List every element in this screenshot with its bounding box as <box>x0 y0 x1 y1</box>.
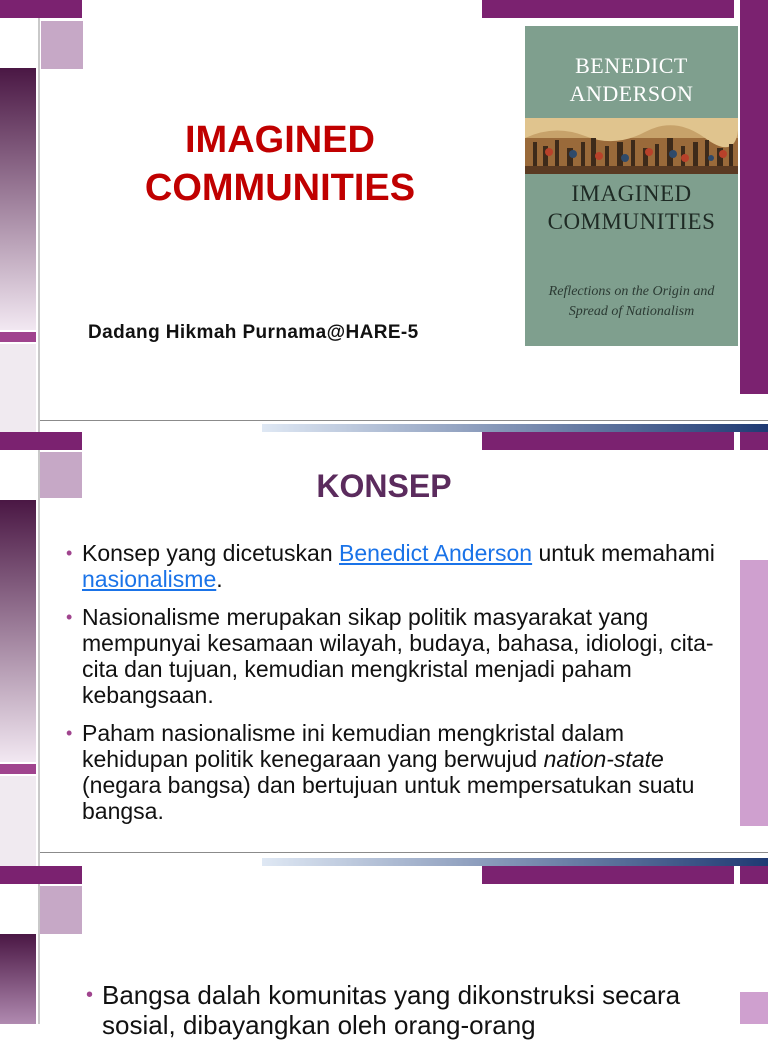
deco-top-bar-left <box>0 866 82 884</box>
book-cover-subtitle-line-1: Reflections on the Origin and <box>548 284 715 299</box>
slide-title-line-1: IMAGINED <box>185 119 375 161</box>
deco-top-bar-right <box>482 866 734 884</box>
book-cover-title <box>525 180 738 236</box>
konsep-bullet-list <box>66 540 726 836</box>
deco-top-bar-far-right <box>740 432 768 450</box>
deco-bottom-gradient-bar <box>262 858 768 866</box>
deco-left-gradient-bar <box>0 68 36 330</box>
slide-title <box>100 116 460 212</box>
bullet-1-text-end: . <box>216 566 223 592</box>
deco-square <box>40 20 84 70</box>
book-cover-author-line-2: ANDERSON <box>569 81 694 106</box>
deco-left-accent <box>0 332 36 342</box>
deco-top-bar-left <box>0 432 82 450</box>
bullet-item <box>66 720 726 824</box>
bullet-item <box>86 980 726 1040</box>
slide-1 <box>0 0 768 432</box>
book-cover-subtitle <box>525 282 738 322</box>
bullet-2-text: Nasionalisme merupakan sikap politik masyarakat yang mempunyai kesamaan wilayah, budaya, bahasa, idiologi, cita-cita dan tujuan, kemudian mengkristal menjadi paham kebangsaan. <box>82 604 714 708</box>
deco-square <box>40 886 82 934</box>
benedict-anderson-link[interactable]: Benedict Anderson <box>339 540 533 566</box>
deco-top-bar-left <box>0 0 82 18</box>
deco-top-bar-right <box>482 0 734 18</box>
deco-left-rule <box>38 450 40 866</box>
bullet-1-text-start: Konsep yang dicetuskan <box>82 540 340 566</box>
deco-left-gradient-bar <box>0 934 36 1024</box>
bullet-text: Bangsa dalah komunitas yang dikonstruksi secara sosial, dibayangkan oleh orang-orang <box>102 980 681 1040</box>
book-cover-author-line-1: BENEDICT <box>575 53 688 78</box>
deco-top-bar-far-right <box>740 866 768 884</box>
deco-top-bar-far-right <box>740 0 768 18</box>
bullet-3-text-end: (negara bangsa) dan bertujuan untuk mempersatukan suatu bangsa. <box>82 772 695 824</box>
deco-bottom-rule <box>40 852 768 853</box>
deco-left-gradient-bar <box>0 500 36 762</box>
deco-left-rule <box>38 884 40 1024</box>
book-cover-title-line-2: COMMUNITIES <box>547 209 716 234</box>
deco-right-light <box>740 560 768 826</box>
deco-right-light <box>740 992 768 1024</box>
book-cover-painting <box>525 118 738 174</box>
deco-bottom-gradient-bar <box>262 424 768 432</box>
deco-left-light-bar <box>0 344 36 432</box>
slide-3-bullet-list <box>86 980 726 1040</box>
book-cover-author <box>525 52 738 108</box>
bullet-1-text-mid: untuk memahami <box>532 540 715 566</box>
book-cover-title-line-1: IMAGINED <box>571 181 692 206</box>
slide-title-line-2: COMMUNITIES <box>144 167 416 209</box>
bullet-item <box>66 540 726 592</box>
deco-left-light-bar <box>0 776 36 866</box>
book-cover <box>525 26 738 346</box>
deco-top-bar-right <box>482 432 734 450</box>
deco-left-rule <box>38 18 40 432</box>
konsep-heading: KONSEP <box>316 468 452 504</box>
bullet-item <box>66 604 726 708</box>
author-name: Dadang Hikmah Purnama@HARE-5 <box>88 322 419 343</box>
nation-state-term: nation-state <box>543 746 664 772</box>
deco-bottom-rule <box>40 420 768 421</box>
deco-left-accent <box>0 764 36 774</box>
bullet-3-text-start: Paham nasionalisme ini kemudian mengkristal dalam kehidupan politik kenegaraan yang berwujud <box>82 720 625 772</box>
nasionalisme-link[interactable]: nasionalisme <box>82 566 217 592</box>
book-cover-subtitle-line-2: Spread of Nationalism <box>568 304 695 319</box>
